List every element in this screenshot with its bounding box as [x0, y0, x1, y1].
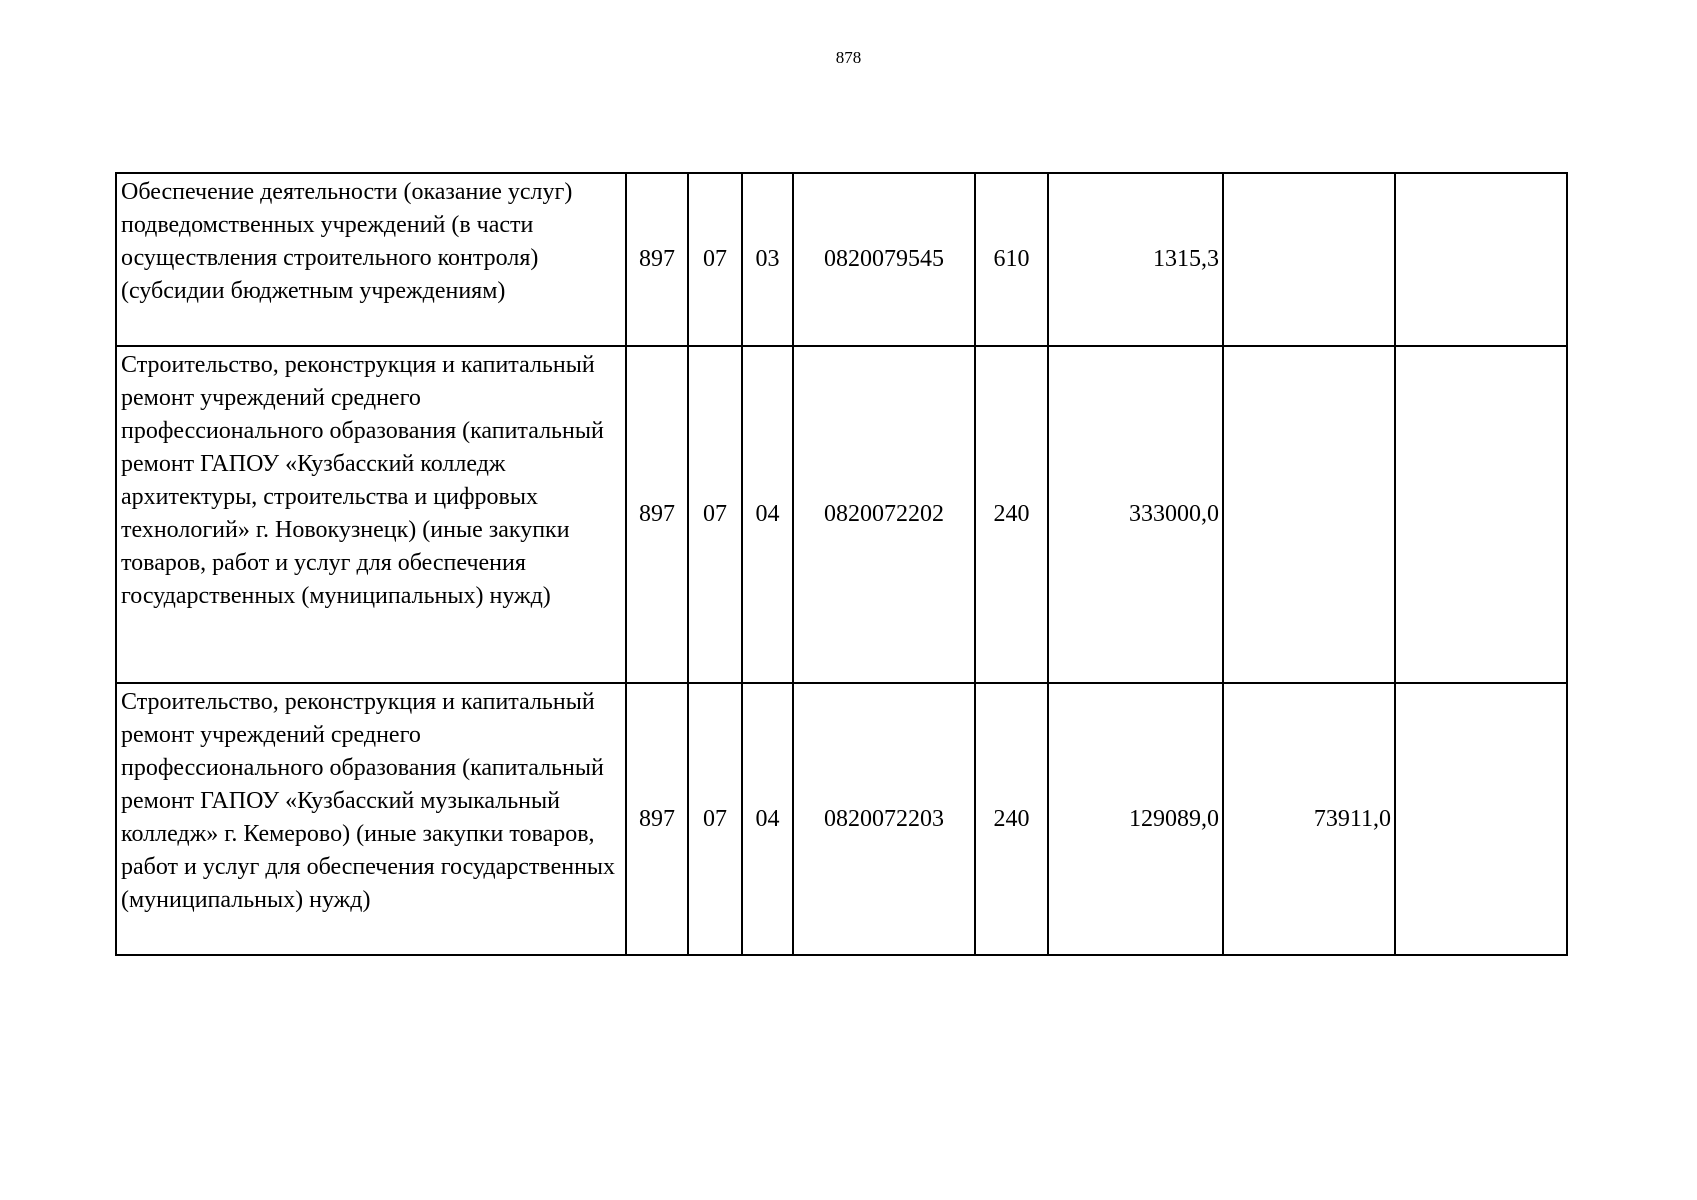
target-article-code: 0820079545	[793, 173, 975, 346]
section-code: 07	[688, 683, 742, 955]
table-row	[116, 173, 1567, 346]
row-description: Обеспечение деятельности (оказание услуг) подведомственных учреждений (в части осуществления строительного контроля) (субсидии бюджетным учреждениям)	[116, 173, 626, 346]
target-article-code: 0820072202	[793, 346, 975, 683]
amount-2	[1223, 173, 1395, 346]
ministry-code: 897	[626, 683, 688, 955]
row-description: Строительство, реконструкция и капитальный ремонт учреждений среднего профессионального образования (капитальный ремонт ГАПОУ «Кузбасский колледж архитектуры, строительства и цифровых технологий» г. Новокузнецк) (иные закупки товаров, работ и услуг для обеспечения государственных (муниципальных) нужд)	[116, 346, 626, 683]
amount-1: 333000,0	[1048, 346, 1223, 683]
amount-2	[1223, 346, 1395, 683]
amount-2: 73911,0	[1223, 683, 1395, 955]
subsection-code: 04	[742, 346, 793, 683]
amount-3	[1395, 683, 1567, 955]
amount-3	[1395, 346, 1567, 683]
table-row	[116, 346, 1567, 683]
table-row	[116, 683, 1567, 955]
section-code: 07	[688, 346, 742, 683]
ministry-code: 897	[626, 173, 688, 346]
page-number: 878	[835, 48, 862, 67]
expense-type-code: 240	[975, 683, 1048, 955]
subsection-code: 04	[742, 683, 793, 955]
expense-type-code: 240	[975, 346, 1048, 683]
amount-1: 129089,0	[1048, 683, 1223, 955]
budget-table	[115, 172, 1568, 956]
section-code: 07	[688, 173, 742, 346]
amount-3	[1395, 173, 1567, 346]
expense-type-code: 610	[975, 173, 1048, 346]
amount-1: 1315,3	[1048, 173, 1223, 346]
subsection-code: 03	[742, 173, 793, 346]
row-description: Строительство, реконструкция и капитальный ремонт учреждений среднего профессионального образования (капитальный ремонт ГАПОУ «Кузбасский музыкальный колледж» г. Кемерово) (иные закупки товаров, работ и услуг для обеспечения государственных (муниципальных) нужд)	[116, 683, 626, 955]
ministry-code: 897	[626, 346, 688, 683]
target-article-code: 0820072203	[793, 683, 975, 955]
